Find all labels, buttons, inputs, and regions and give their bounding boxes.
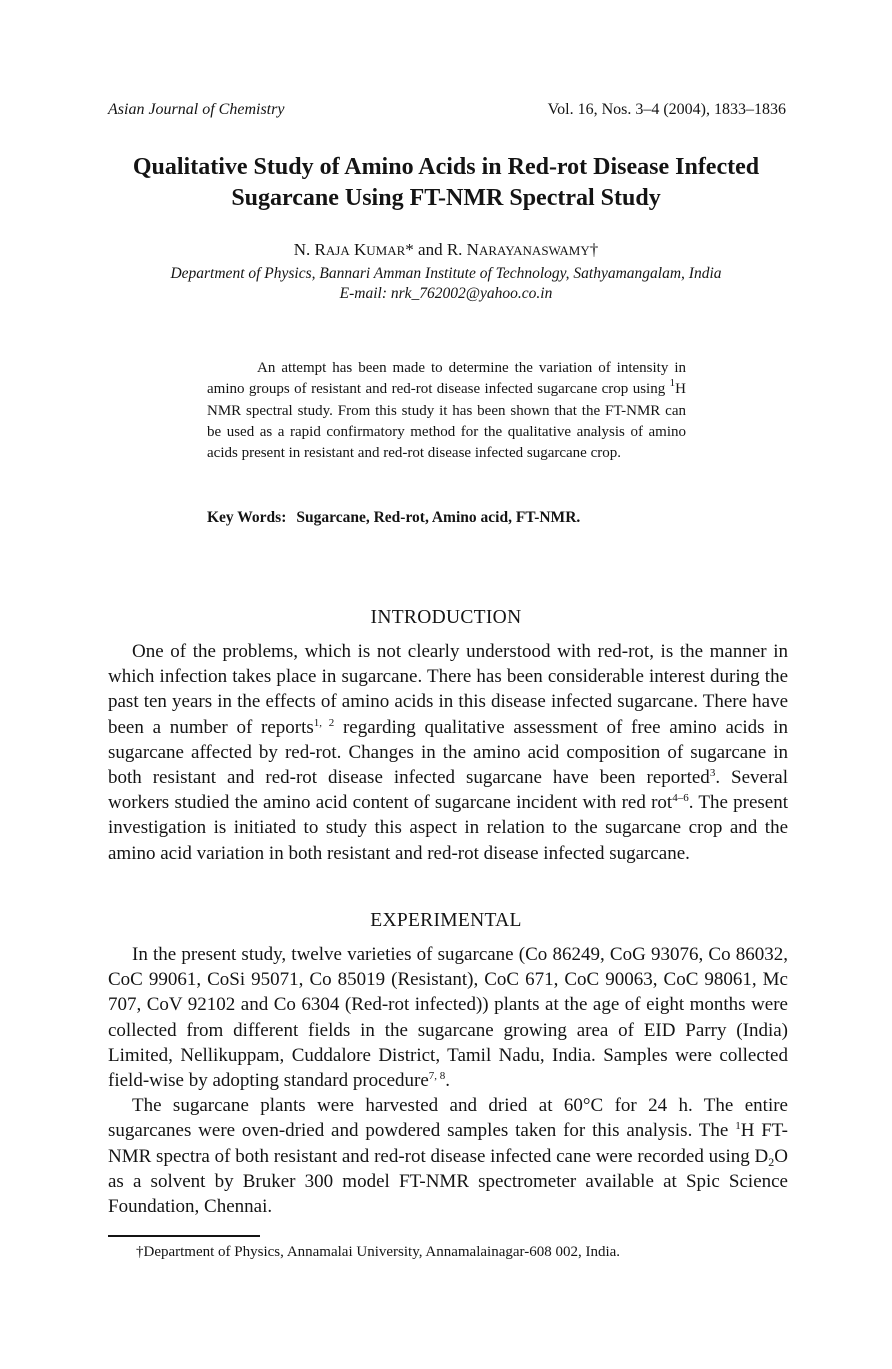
keywords: [207, 508, 686, 528]
introduction-heading: INTRODUCTION: [370, 607, 522, 628]
affiliation-line: Department of Physics, Bannari Amman Institute of Technology, Sathyamangalam, India: [170, 265, 722, 282]
paper-title: [60, 152, 832, 214]
keywords-value: Sugarcane, Red-rot, Amino acid, FT-NMR.: [296, 509, 581, 526]
author-conjunction: and: [413, 240, 447, 259]
body-text: H FT-NMR spectra of both resistant and red-rot disease infected cane were recorded using D: [108, 1120, 788, 1167]
introduction-body: [108, 639, 788, 866]
body-text: . The present investigation is initiated to study this aspect in relation to the sugarcane crop and the amino acid variation in both resistant and red-rot disease infected sugarcane.: [108, 792, 788, 864]
body-text: One of the problems, which is not clearly understood with red-rot, is the manner in which infection takes place in sugarcane. There has been considerable interest during the past ten years in the effects of amino acids in this disease infected sugarcane. There have been a number of reports: [108, 641, 788, 738]
keywords-label: Key Words:: [207, 509, 287, 526]
volume-info: Vol. 16, Nos. 3–4 (2004), 1833–1836: [547, 101, 786, 118]
body-text: O as a solvent by Bruker 300 model FT-NMR spectrometer available at Spic Science Foundation, Chennai.: [108, 1145, 788, 1218]
experimental-body: [108, 942, 788, 1219]
citation: 4–6: [672, 792, 689, 805]
abstract: [207, 358, 686, 464]
experimental-heading: EXPERIMENTAL: [370, 910, 522, 931]
experimental-paragraph-2: [108, 1093, 788, 1219]
body-text: The sugarcane plants were harvested and dried at 60°C for 24 h. The entire sugarcanes were oven-dried and powdered samples taken for this analysis. The: [108, 1095, 788, 1142]
affiliation: [60, 264, 832, 304]
author-1-mark: *: [405, 240, 414, 259]
subscript: 2: [768, 1154, 775, 1169]
body-text: regarding qualitative assessment of free amino acids in sugarcane affected by red-rot. Changes in the amino acid composition of sugarcane in both resistant and red-rot disease infected sugarcane have been reported: [108, 716, 788, 789]
journal-name: Asian Journal of Chemistry: [108, 101, 285, 118]
author-1-part: AJA: [325, 243, 350, 258]
footnote-text: Department of Physics, Annamalai University, Annamalainagar-608 002, India.: [143, 1244, 621, 1260]
abstract-text: An attempt has been made to determine the variation of intensity in amino groups of resistant and red-rot disease infected sugarcane crop using: [207, 360, 686, 398]
author-2-part: R. N: [446, 240, 479, 259]
running-head: [108, 100, 786, 120]
body-text: In the present study, twelve varieties of sugarcane (Co 86249, CoG 93076, Co 86032, CoC 99061, CoSi 95071, Co 85019 (Resistant), CoC 671, CoC 90063, CoC 98061, Mc 707, CoV 92102 and Co 6304 (Red-rot infected)) plants at the age of eight months were collected from different fields in the sugarcane growing area of EID Parry (India) Limited, Nellikuppam, Cuddalore District, Tamil Nadu, India. Samples were collected field-wise by adopting standard procedure: [108, 944, 788, 1092]
contact-email: E-mail: nrk_762002@yahoo.co.in: [339, 285, 553, 302]
authors: [60, 240, 832, 261]
author-1-part: N. R: [293, 240, 326, 259]
author-2-mark: †: [589, 240, 599, 259]
author-2-part: ARAYANASWAMY: [478, 243, 590, 258]
citation: 1, 2: [313, 716, 335, 729]
superscript: 1: [669, 377, 676, 390]
introduction-paragraph: [108, 639, 788, 866]
title-line-2: Sugarcane Using FT-NMR Spectral Study: [231, 185, 661, 211]
author-1-part: K: [349, 240, 367, 259]
superscript: 1: [735, 1120, 741, 1133]
citation: 3: [709, 767, 716, 780]
title-line-1: Qualitative Study of Amino Acids in Red-rot Disease Infected: [132, 154, 760, 180]
author-1-part: UMAR: [366, 243, 406, 258]
footnote-divider: [108, 1235, 260, 1237]
abstract-paragraph: [207, 358, 686, 464]
experimental-paragraph-1: [108, 942, 788, 1093]
citation: 7, 8: [428, 1070, 446, 1083]
footnote: [136, 1242, 756, 1262]
abstract-text: H NMR spectral study. From this study it has been shown that the FT-NMR can be used as a rapid confirmatory method for the qualitative analysis of amino acids present in resistant and red-rot disease infected sugarcane crop.: [207, 381, 686, 462]
body-text: .: [445, 1070, 451, 1092]
body-text: . Several workers studied the amino acid content of sugarcane incident with red rot: [108, 767, 788, 814]
footnote-mark: †: [136, 1244, 144, 1260]
